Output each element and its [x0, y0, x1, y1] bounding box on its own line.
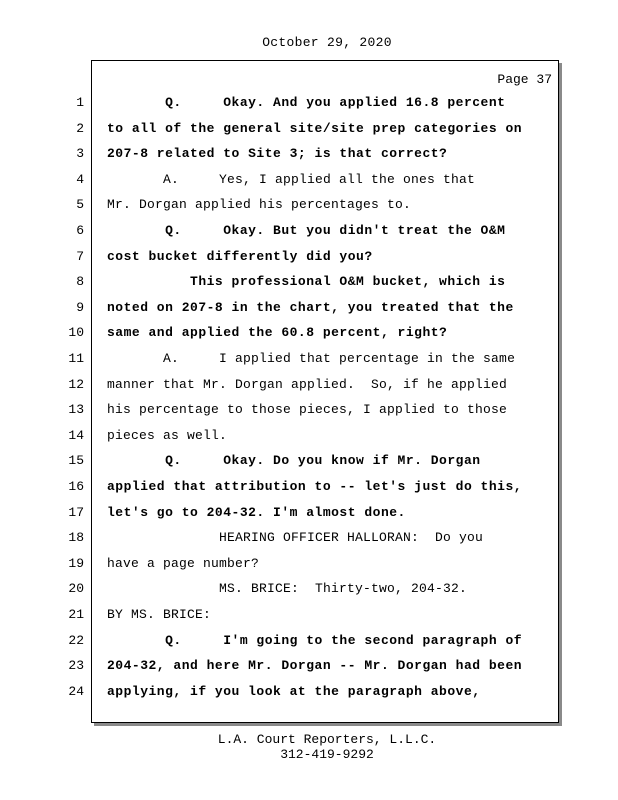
line-number: 23 — [68, 658, 84, 674]
line-number: 16 — [68, 479, 84, 494]
transcript-line: Mr. Dorgan applied his percentages to. — [107, 197, 412, 213]
transcript-line: applied that attribution to -- let's just do this, — [107, 479, 523, 494]
line-number: 3 — [76, 146, 84, 162]
transcript-line: have a page number? — [107, 555, 260, 571]
reporter-phone: 312-419-9292 — [280, 747, 374, 762]
line-number: 10 — [68, 325, 84, 341]
line-number: 6 — [76, 223, 84, 238]
line-number: 15 — [68, 453, 84, 469]
line-number: 12 — [68, 376, 84, 392]
transcript-line: 204-32, and here Mr. Dorgan -- Mr. Dorgan had been — [107, 658, 523, 674]
line-number: 8 — [76, 274, 84, 290]
transcript-line: Q. I'm going to the second paragraph of — [107, 632, 523, 648]
transcript-line: Q. Okay. But you didn't treat the O&M — [107, 223, 506, 238]
line-number: 11 — [68, 351, 84, 366]
line-number: 17 — [68, 504, 84, 520]
transcript-line: 207-8 related to Site 3; is that correct? — [107, 146, 448, 162]
line-number: 21 — [68, 607, 84, 622]
line-number: 1 — [76, 95, 84, 110]
line-number: 4 — [76, 171, 84, 187]
transcript-line: A. Yes, I applied all the ones that — [107, 171, 476, 187]
page-number: Page 37 — [497, 72, 552, 87]
line-number: 24 — [68, 683, 84, 699]
transcript-line: HEARING OFFICER HALLORAN: Do you — [107, 530, 484, 546]
line-number: 13 — [68, 402, 84, 418]
transcript-line: A. I applied that percentage in the same — [107, 351, 516, 366]
line-number: 9 — [76, 299, 84, 315]
line-number: 14 — [68, 427, 84, 443]
transcript-line: manner that Mr. Dorgan applied. So, if he applied — [107, 376, 508, 392]
line-number: 5 — [76, 197, 84, 213]
line-number: 22 — [68, 632, 84, 648]
transcript-line: same and applied the 60.8 percent, right? — [107, 325, 448, 341]
transcript-line: his percentage to those pieces, I applied to those — [107, 402, 508, 418]
transcript-line: Q. Okay. And you applied 16.8 percent — [107, 95, 506, 110]
transcript-line: This professional O&M bucket, which is — [107, 274, 506, 290]
transcript-line: BY MS. BRICE: — [107, 607, 212, 622]
transcript-date: October 29, 2020 — [262, 35, 392, 50]
transcript-line: Q. Okay. Do you know if Mr. Dorgan — [107, 453, 481, 469]
reporter-company: L.A. Court Reporters, L.L.C. — [217, 732, 437, 747]
transcript-line: noted on 207-8 in the chart, you treated that the — [107, 299, 514, 315]
line-number: 2 — [76, 120, 84, 136]
transcript-line: to all of the general site/site prep categories on — [107, 120, 523, 136]
transcript-line: pieces as well. — [107, 427, 228, 443]
line-number: 19 — [68, 555, 84, 571]
line-number: 7 — [76, 248, 84, 264]
line-number: 18 — [68, 530, 84, 546]
transcript-line: cost bucket differently did you? — [107, 248, 373, 264]
line-number: 20 — [68, 581, 84, 597]
transcript-line: let's go to 204-32. I'm almost done. — [107, 504, 406, 520]
transcript-line: applying, if you look at the paragraph above, — [107, 683, 481, 699]
transcript-line: MS. BRICE: Thirty-two, 204-32. — [107, 581, 468, 597]
